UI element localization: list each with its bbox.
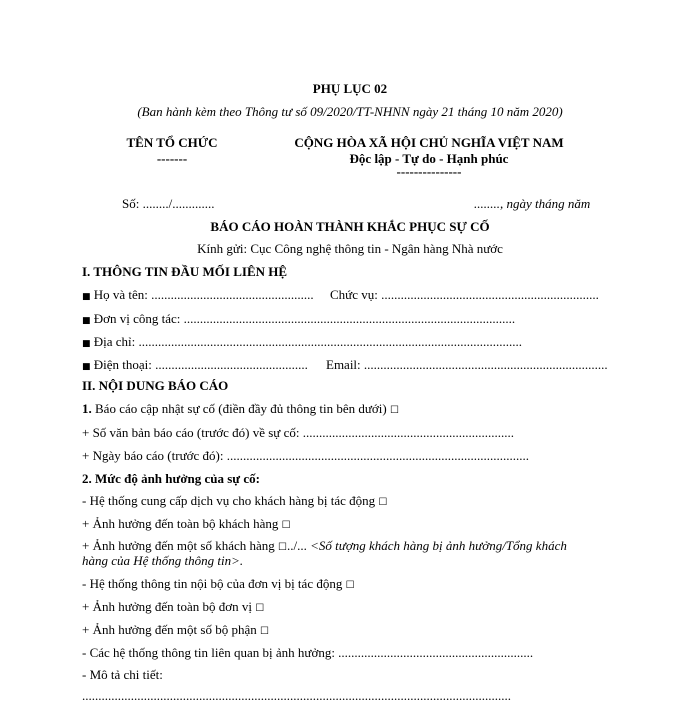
motto-separator: --------------- [396,164,462,179]
customer-system-impacted [82,493,387,511]
checkbox-icon[interactable]: ☐ [389,405,399,416]
some-departments-text: + Ảnh hưởng đến một số bộ phận [82,622,257,637]
checkbox-icon[interactable]: ☐ [278,542,287,553]
all-units-affected [82,599,264,617]
some-departments-affected [82,622,269,640]
national-motto: Độc lập - Tự do - Hạnh phúc [349,151,509,166]
bullet-square-icon: ■ [82,316,91,326]
field-phone-label: Điện thoại: ............................................... [93,357,308,372]
appendix-title: PHỤ LỤC 02 [312,81,388,96]
section-content-heading: II. NỘI DUNG BÁO CÁO [82,378,229,393]
report-recipient: Kính gửi: Cục Công nghệ thông tin - Ngân hàng Nhà nước [197,241,503,256]
field-address [82,334,522,352]
field-email: Email: ........................................................................... [326,357,608,372]
org-name: TÊN TỔ CHỨC [126,135,218,150]
item-number: 1. [82,401,92,416]
some-customers-text: + Ảnh hưởng đến một số khách hàng [82,538,275,553]
ratio-separator: ../... [286,538,307,553]
bullet-square-icon: ■ [82,362,91,372]
prev-report-date: + Ngày báo cáo (trước đó): ............................................................................................. [82,448,529,463]
all-customers-affected [82,516,291,534]
field-unit [82,311,515,329]
country-name: CỘNG HÒA XÃ HỘI CHỦ NGHĨA VIỆT NAM [294,135,564,150]
item-update-report [82,401,399,419]
internal-system-impacted [82,576,355,594]
customer-system-text: - Hệ thống cung cấp dịch vụ cho khách hàng bị tác động [82,493,376,508]
section-contact-heading: I. THÔNG TIN ĐẦU MỐI LIÊN HỆ [82,264,288,279]
related-systems: - Các hệ thống thông tin liên quan bị ảnh hưởng: ............................................................ [82,645,534,660]
field-phone [82,357,308,375]
checkbox-icon[interactable]: ☐ [378,497,388,508]
checkbox-icon[interactable]: ☐ [259,626,269,637]
document-number: Số: ......../............. [122,196,215,211]
impact-heading: 2. Mức độ ảnh hưởng của sự cố: [82,471,260,486]
issued-note: (Ban hành kèm theo Thông tư số 09/2020/TT-NHNN ngày 21 tháng 10 năm 2020) [137,104,563,119]
checkbox-icon[interactable]: ☐ [281,520,291,531]
field-position: Chức vụ: ................................................................... [330,287,599,302]
org-separator: ------- [156,151,188,166]
bullet-square-icon: ■ [82,292,91,302]
checkbox-icon[interactable]: ☐ [255,603,265,614]
internal-system-text: - Hệ thống thông tin nội bộ của đơn vị bị tác động [82,576,343,591]
item-update-report-text: Báo cáo cập nhật sự cố (điền đầy đủ thông tin bên dưới) [95,401,387,416]
detail-description-dots: .................................................................................................................................... [82,688,511,703]
field-name [82,287,314,305]
field-unit-label: Đơn vị công tác: ...................................................................................................... [93,311,516,326]
report-title: BÁO CÁO HOÀN THÀNH KHẮC PHỤC SỰ CỐ [210,219,490,234]
all-customers-text: + Ảnh hưởng đến toàn bộ khách hàng [82,516,279,531]
place-date: ........, ngày tháng năm [474,196,591,211]
prev-report-number: + Số văn bản báo cáo (trước đó) về sự cố: ................................................................. [82,425,514,440]
bullet-square-icon: ■ [82,339,91,349]
ratio-note-continued: hàng của Hệ thống thông tin>. [82,553,244,568]
checkbox-icon[interactable]: ☐ [345,580,355,591]
all-units-text: + Ảnh hưởng đến toàn bộ đơn vị [82,599,253,614]
field-name-label: Họ và tên: .................................................. [93,287,314,302]
field-address-label: Địa chỉ: ...................................................................................................................... [93,334,523,349]
ratio-note: <Số tượng khách hàng bị ảnh hưởng/Tổng khách [310,538,567,553]
detail-description-label: - Mô tả chi tiết: [82,667,163,682]
